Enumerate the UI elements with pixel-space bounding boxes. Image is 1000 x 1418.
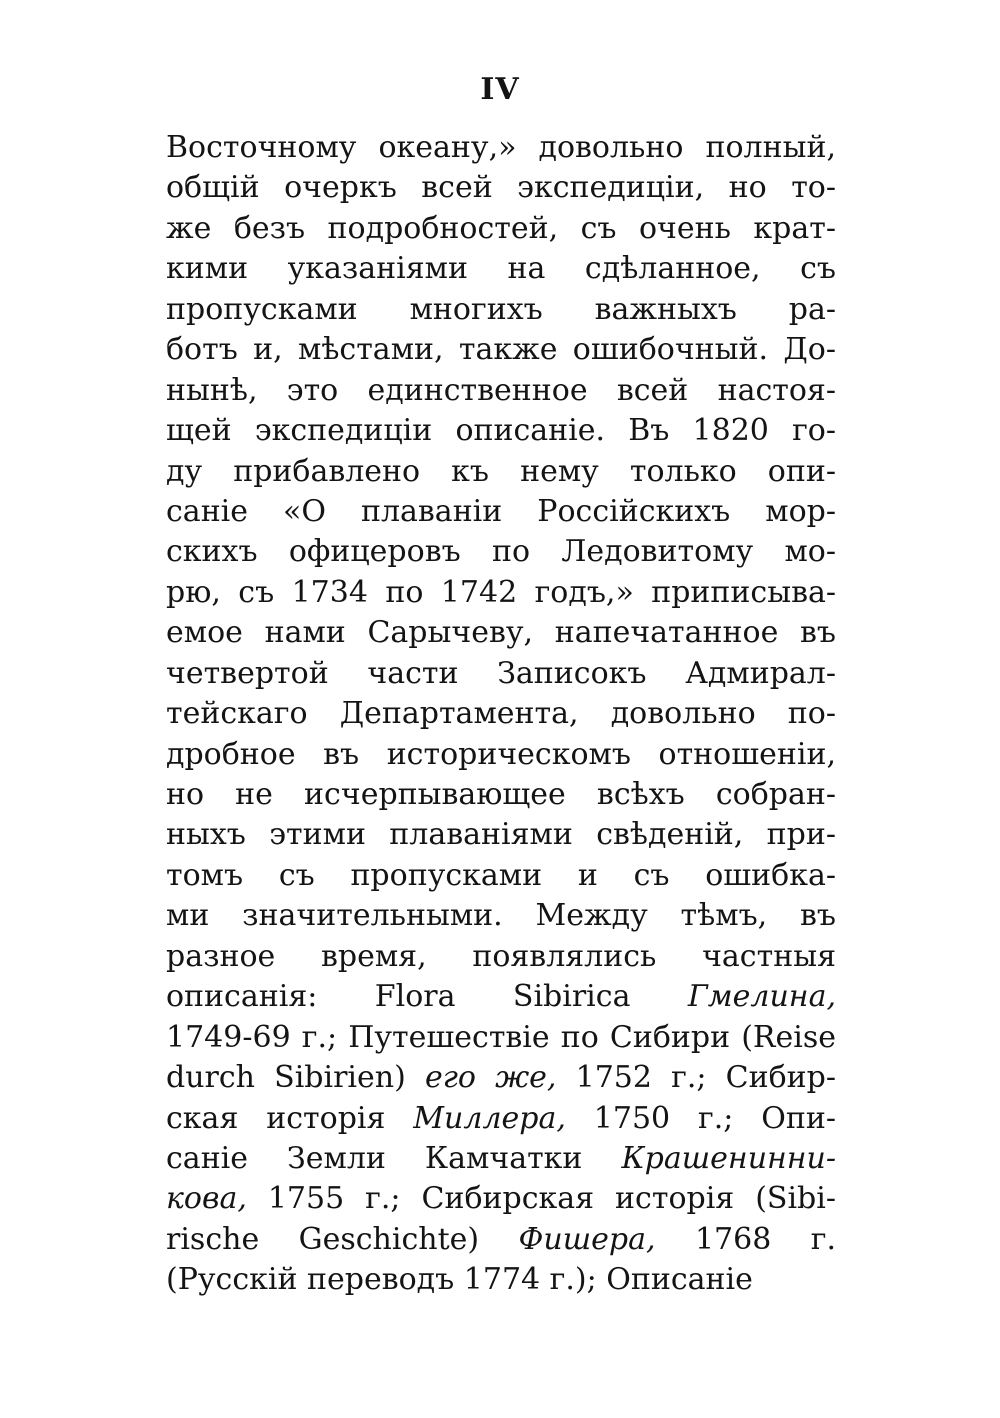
page-number: IV [480,72,520,107]
italic-text-segment: Фишера, [518,1221,656,1257]
italic-text-segment: Гмелина, [687,979,836,1015]
body-text [166,128,836,1301]
italic-text-segment: Крашенинни- [621,1140,836,1176]
text-line [166,1058,836,1098]
text-line [166,128,836,168]
text-segment: ская исторія [166,1100,414,1136]
text-segment: ботъ и, мѣстами, также ошибочный. До- [166,332,836,368]
text-segment: нынѣ, это единственное всей настоя- [166,372,836,408]
italic-text-segment: его же, [424,1060,557,1096]
italic-text-segment: кова, [166,1181,247,1217]
text-segment: ду прибавлено къ нему только опи- [166,453,836,489]
text-line [166,330,836,370]
text-segment: 1755 г.; Сибирская исторія (Sibi- [246,1181,836,1217]
text-line [166,815,836,855]
text-segment: описанія: Flora Sibirica [166,979,688,1015]
text-line [166,371,836,411]
text-line [166,977,836,1017]
text-segment: 1750 г.; Опи- [565,1100,836,1136]
text-line [166,856,836,896]
text-line [166,1260,836,1300]
text-line [166,209,836,249]
text-segment: ми значительными. Между тѣмъ, въ [166,898,836,934]
text-segment: скихъ офицеровъ по Ледовитому мо- [166,534,836,570]
text-line [166,937,836,977]
text-line [166,1220,836,1260]
text-segment: (Русскій переводъ 1774 г.); Описаніе [166,1262,753,1298]
text-line [166,896,836,936]
text-segment: саніе Земли Камчатки [166,1140,622,1176]
text-segment: четвертой части Записокъ Адмирал- [166,655,836,691]
text-line [166,411,836,451]
text-segment: rische Geschichte) [166,1221,519,1257]
text-line [166,168,836,208]
text-segment: же безъ подробностей, съ очень крат- [166,210,836,246]
text-segment: саніе «О плаваніи Россійскихъ мор- [166,493,836,529]
text-segment: Восточному океану,» довольно полный, [166,130,836,165]
text-segment: 1749-69 г.; Путешествіе по Сибири (Reise [166,1019,836,1055]
text-segment: пропусками многихъ важныхъ ра- [166,291,836,327]
italic-text-segment: Миллера, [413,1100,566,1136]
text-line [166,1099,836,1139]
text-line [166,452,836,492]
text-segment: durch Sibirien) [166,1060,425,1096]
text-segment: ныхъ этими плаваніями свѣденій, при- [166,817,836,853]
text-line [166,654,836,694]
text-segment: но не исчерпывающее всѣхъ собран- [166,777,836,812]
text-line [166,613,836,653]
text-line [166,1139,836,1179]
text-segment: тейскаго Департамента, довольно по- [166,696,836,732]
text-line [166,694,836,734]
text-segment: рю, съ 1734 по 1742 годъ,» приписыва- [166,574,836,610]
text-segment: емое нами Сарычеву, напечатанное въ [166,615,836,651]
text-segment: общій очеркъ всей экспедиціи, но то- [166,170,836,206]
text-line [166,1018,836,1058]
text-segment: разное время, появлялись частныя [166,938,836,974]
text-line [166,1179,836,1219]
text-segment: томъ съ пропусками и съ ошибка- [166,857,836,893]
text-line [166,735,836,775]
text-line [166,532,836,572]
text-segment: дробное въ историческомъ отношеніи, [166,736,836,772]
text-line [166,290,836,330]
text-segment: щей экспедиціи описаніе. Въ 1820 го- [166,413,836,449]
text-line [166,249,836,289]
text-segment: кими указаніями на сдѣланное, съ [166,251,836,287]
text-line [166,492,836,532]
text-line [166,775,836,815]
text-segment: 1768 г. [655,1221,836,1257]
text-segment: 1752 г.; Сибир- [556,1060,836,1096]
text-line [166,573,836,613]
